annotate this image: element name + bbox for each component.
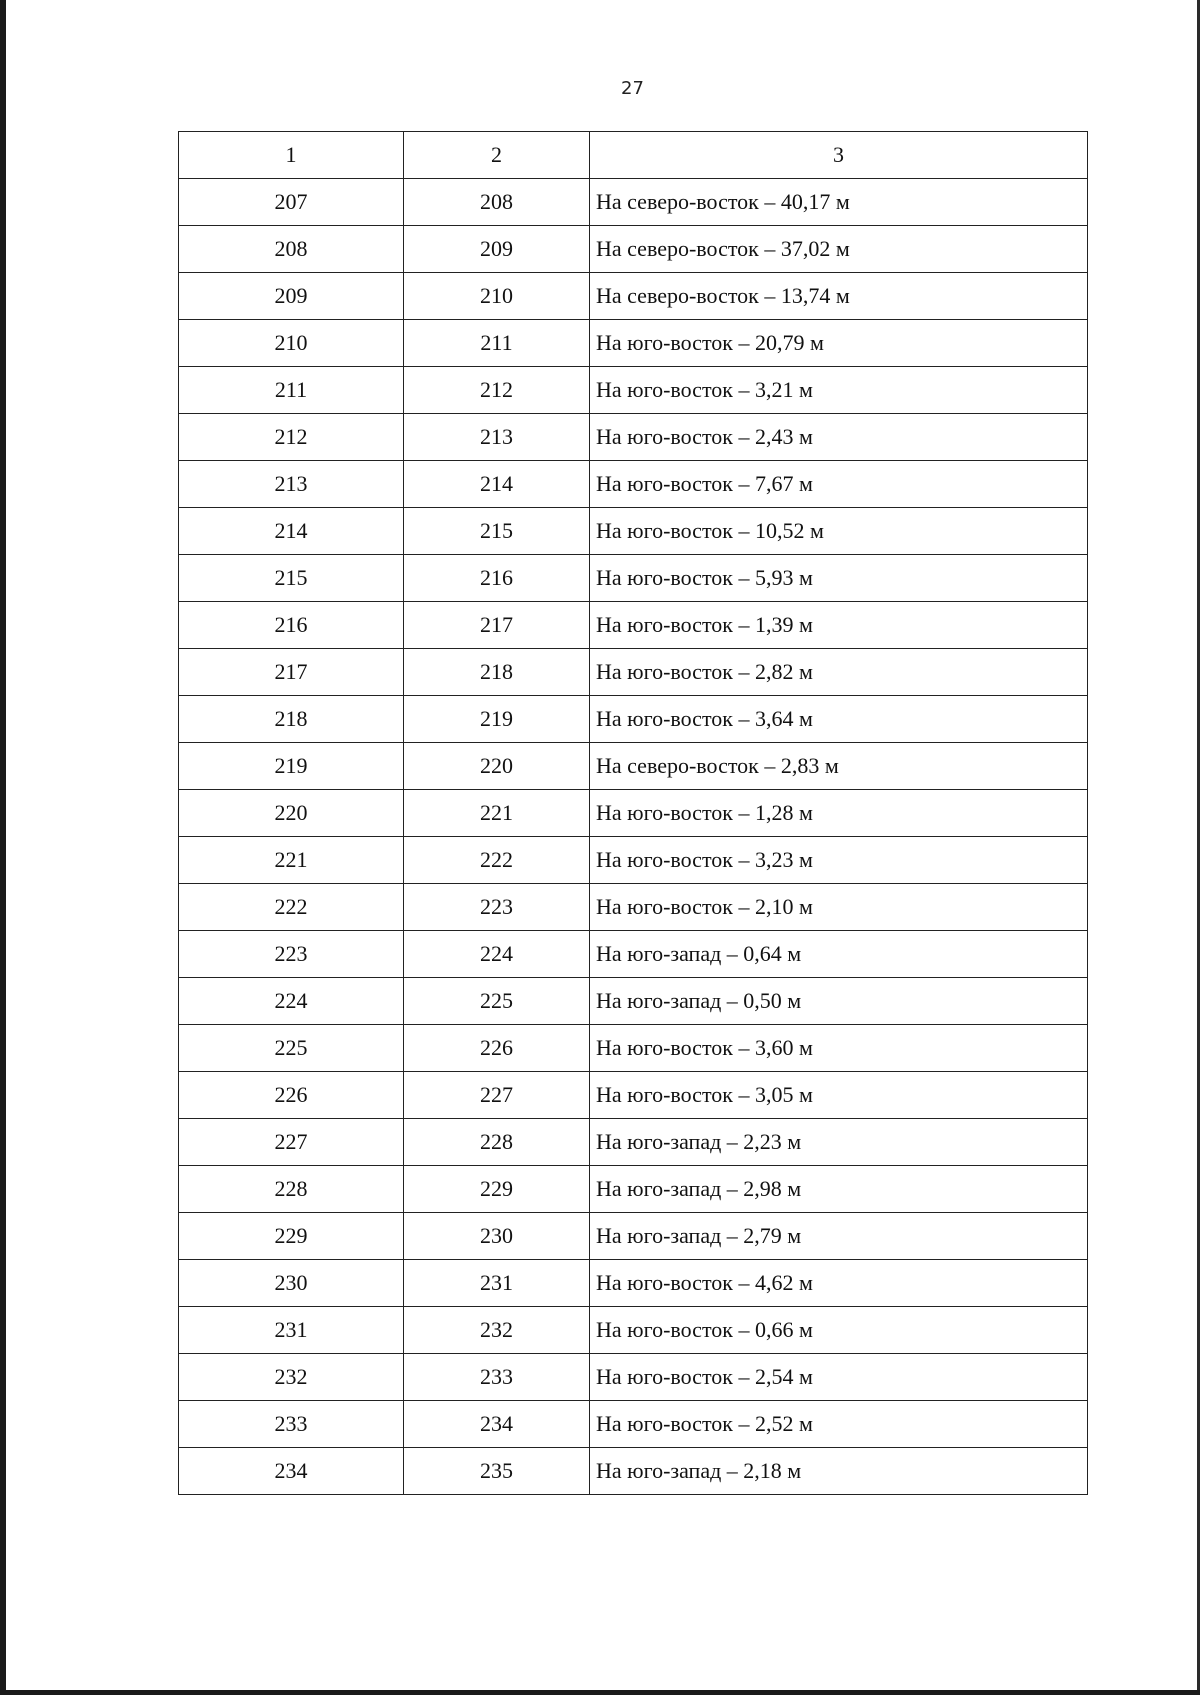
cell-to-point: 222 bbox=[404, 837, 590, 884]
scan-border-bottom bbox=[0, 1690, 1200, 1695]
cell-to-point: 210 bbox=[404, 273, 590, 320]
cell-to-point: 221 bbox=[404, 790, 590, 837]
cell-from-point: 227 bbox=[179, 1119, 404, 1166]
page-number: 27 bbox=[621, 78, 644, 99]
cell-direction-distance: На юго-восток – 5,93 м bbox=[590, 555, 1088, 602]
cell-from-point: 208 bbox=[179, 226, 404, 273]
cell-to-point: 211 bbox=[404, 320, 590, 367]
table-row bbox=[179, 367, 1088, 414]
cell-from-point: 209 bbox=[179, 273, 404, 320]
cell-direction-distance: На юго-восток – 1,28 м bbox=[590, 790, 1088, 837]
cell-from-point: 221 bbox=[179, 837, 404, 884]
cell-from-point: 229 bbox=[179, 1213, 404, 1260]
cell-direction-distance: На юго-восток – 3,23 м bbox=[590, 837, 1088, 884]
cell-to-point: 220 bbox=[404, 743, 590, 790]
column-header-1: 1 bbox=[179, 132, 404, 179]
table-row bbox=[179, 1025, 1088, 1072]
cell-from-point: 211 bbox=[179, 367, 404, 414]
cell-direction-distance: На юго-восток – 0,66 м bbox=[590, 1307, 1088, 1354]
table-row bbox=[179, 931, 1088, 978]
cell-from-point: 228 bbox=[179, 1166, 404, 1213]
cell-from-point: 212 bbox=[179, 414, 404, 461]
cell-from-point: 216 bbox=[179, 602, 404, 649]
cell-to-point: 235 bbox=[404, 1448, 590, 1495]
cell-direction-distance: На северо-восток – 40,17 м bbox=[590, 179, 1088, 226]
cell-direction-distance: На юго-восток – 20,79 м bbox=[590, 320, 1088, 367]
column-header-2: 2 bbox=[404, 132, 590, 179]
cell-to-point: 209 bbox=[404, 226, 590, 273]
cell-direction-distance: На юго-восток – 10,52 м bbox=[590, 508, 1088, 555]
cell-to-point: 213 bbox=[404, 414, 590, 461]
cell-from-point: 214 bbox=[179, 508, 404, 555]
cell-from-point: 215 bbox=[179, 555, 404, 602]
cell-to-point: 217 bbox=[404, 602, 590, 649]
cell-from-point: 233 bbox=[179, 1401, 404, 1448]
cell-direction-distance: На юго-запад – 2,79 м bbox=[590, 1213, 1088, 1260]
cell-from-point: 210 bbox=[179, 320, 404, 367]
table-row bbox=[179, 508, 1088, 555]
table-row bbox=[179, 1166, 1088, 1213]
cell-to-point: 215 bbox=[404, 508, 590, 555]
cell-from-point: 218 bbox=[179, 696, 404, 743]
cell-to-point: 212 bbox=[404, 367, 590, 414]
cell-to-point: 223 bbox=[404, 884, 590, 931]
cell-direction-distance: На юго-восток – 2,52 м bbox=[590, 1401, 1088, 1448]
cell-from-point: 222 bbox=[179, 884, 404, 931]
table-row bbox=[179, 978, 1088, 1025]
cell-to-point: 228 bbox=[404, 1119, 590, 1166]
cell-direction-distance: На северо-восток – 2,83 м bbox=[590, 743, 1088, 790]
table-row bbox=[179, 696, 1088, 743]
cell-direction-distance: На юго-восток – 3,60 м bbox=[590, 1025, 1088, 1072]
table-row bbox=[179, 649, 1088, 696]
table-row bbox=[179, 555, 1088, 602]
cell-from-point: 223 bbox=[179, 931, 404, 978]
table-row bbox=[179, 1119, 1088, 1166]
column-header-3: 3 bbox=[590, 132, 1088, 179]
cell-to-point: 219 bbox=[404, 696, 590, 743]
cell-to-point: 227 bbox=[404, 1072, 590, 1119]
table-row bbox=[179, 1213, 1088, 1260]
table-row bbox=[179, 884, 1088, 931]
table-row bbox=[179, 743, 1088, 790]
cell-to-point: 214 bbox=[404, 461, 590, 508]
cell-to-point: 208 bbox=[404, 179, 590, 226]
cell-from-point: 234 bbox=[179, 1448, 404, 1495]
table-row bbox=[179, 1448, 1088, 1495]
cell-to-point: 225 bbox=[404, 978, 590, 1025]
cell-direction-distance: На северо-восток – 13,74 м bbox=[590, 273, 1088, 320]
cell-direction-distance: На юго-восток – 3,21 м bbox=[590, 367, 1088, 414]
cell-direction-distance: На юго-восток – 2,10 м bbox=[590, 884, 1088, 931]
cell-direction-distance: На северо-восток – 37,02 м bbox=[590, 226, 1088, 273]
table-row bbox=[179, 414, 1088, 461]
scan-border-left bbox=[0, 0, 6, 1695]
cell-from-point: 224 bbox=[179, 978, 404, 1025]
cell-to-point: 229 bbox=[404, 1166, 590, 1213]
cell-from-point: 207 bbox=[179, 179, 404, 226]
table-row bbox=[179, 179, 1088, 226]
cell-to-point: 216 bbox=[404, 555, 590, 602]
cell-from-point: 225 bbox=[179, 1025, 404, 1072]
cell-from-point: 220 bbox=[179, 790, 404, 837]
table-row bbox=[179, 837, 1088, 884]
cell-to-point: 224 bbox=[404, 931, 590, 978]
table-row bbox=[179, 273, 1088, 320]
cell-direction-distance: На юго-восток – 1,39 м bbox=[590, 602, 1088, 649]
cell-direction-distance: На юго-запад – 0,64 м bbox=[590, 931, 1088, 978]
cell-direction-distance: На юго-восток – 7,67 м bbox=[590, 461, 1088, 508]
cell-direction-distance: На юго-восток – 2,54 м bbox=[590, 1354, 1088, 1401]
cell-direction-distance: На юго-восток – 3,05 м bbox=[590, 1072, 1088, 1119]
cell-direction-distance: На юго-запад – 2,23 м bbox=[590, 1119, 1088, 1166]
cell-from-point: 232 bbox=[179, 1354, 404, 1401]
cell-from-point: 217 bbox=[179, 649, 404, 696]
table-row bbox=[179, 1307, 1088, 1354]
cell-direction-distance: На юго-восток – 3,64 м bbox=[590, 696, 1088, 743]
table-row bbox=[179, 1401, 1088, 1448]
boundary-table bbox=[178, 131, 1088, 1495]
cell-direction-distance: На юго-запад – 2,98 м bbox=[590, 1166, 1088, 1213]
cell-direction-distance: На юго-запад – 0,50 м bbox=[590, 978, 1088, 1025]
table-body bbox=[179, 179, 1088, 1495]
cell-from-point: 213 bbox=[179, 461, 404, 508]
cell-direction-distance: На юго-восток – 2,43 м bbox=[590, 414, 1088, 461]
table-row bbox=[179, 602, 1088, 649]
cell-direction-distance: На юго-восток – 2,82 м bbox=[590, 649, 1088, 696]
cell-from-point: 231 bbox=[179, 1307, 404, 1354]
cell-to-point: 230 bbox=[404, 1213, 590, 1260]
cell-to-point: 231 bbox=[404, 1260, 590, 1307]
table-header-row bbox=[179, 132, 1088, 179]
table-row bbox=[179, 226, 1088, 273]
cell-from-point: 226 bbox=[179, 1072, 404, 1119]
table-row bbox=[179, 461, 1088, 508]
cell-to-point: 232 bbox=[404, 1307, 590, 1354]
table-row bbox=[179, 1354, 1088, 1401]
cell-to-point: 218 bbox=[404, 649, 590, 696]
table-row bbox=[179, 320, 1088, 367]
cell-to-point: 234 bbox=[404, 1401, 590, 1448]
table-row bbox=[179, 1260, 1088, 1307]
cell-to-point: 226 bbox=[404, 1025, 590, 1072]
cell-to-point: 233 bbox=[404, 1354, 590, 1401]
cell-from-point: 219 bbox=[179, 743, 404, 790]
cell-from-point: 230 bbox=[179, 1260, 404, 1307]
table-row bbox=[179, 1072, 1088, 1119]
cell-direction-distance: На юго-восток – 4,62 м bbox=[590, 1260, 1088, 1307]
table-row bbox=[179, 790, 1088, 837]
cell-direction-distance: На юго-запад – 2,18 м bbox=[590, 1448, 1088, 1495]
